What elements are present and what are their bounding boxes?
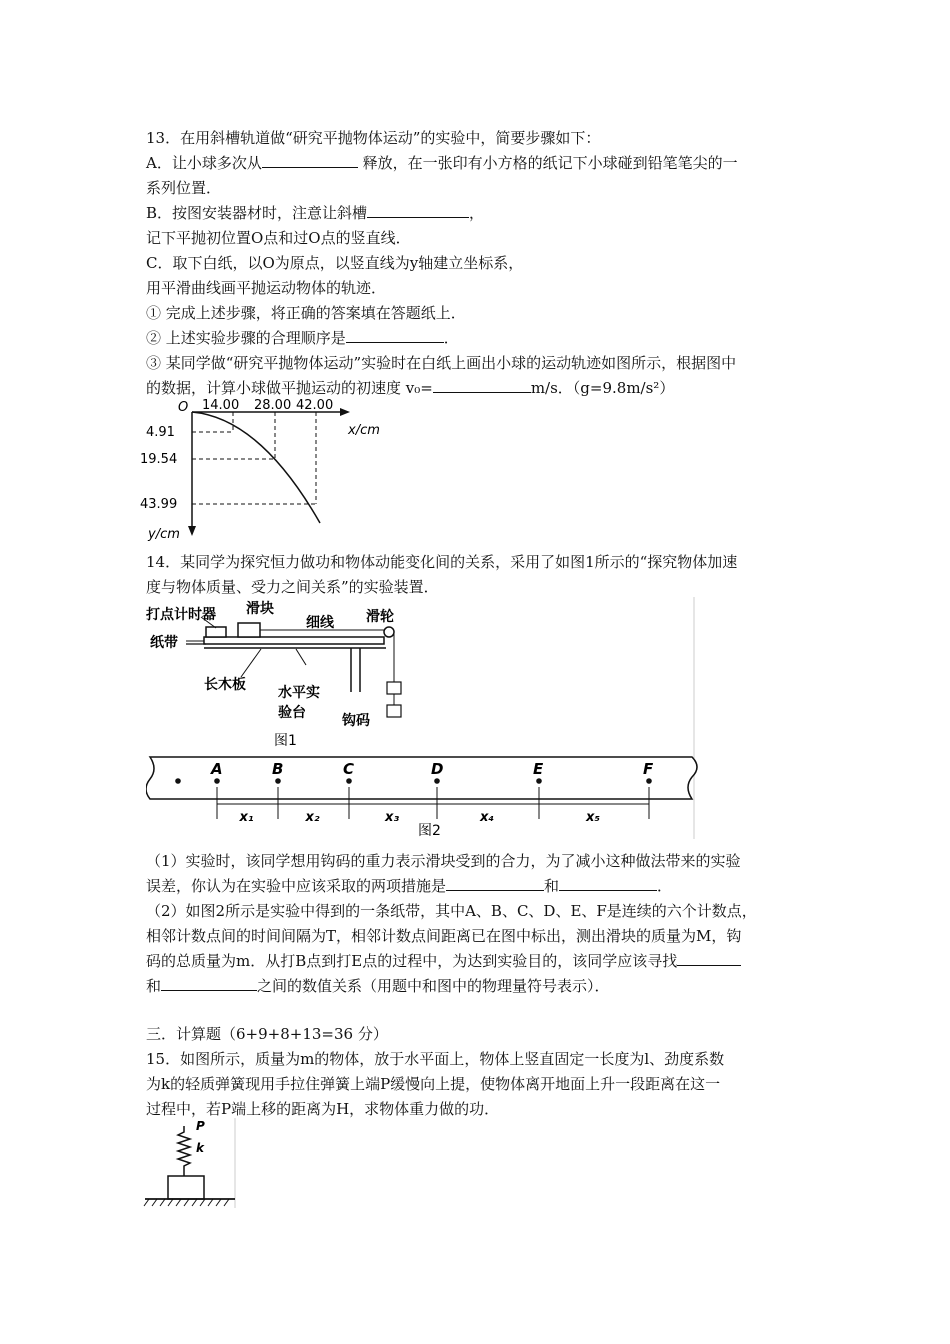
x-axis-label: x/cm xyxy=(348,423,380,438)
q13-blank-v0[interactable] xyxy=(433,378,531,393)
tape-point-label-e: E xyxy=(533,760,544,778)
q13-step-a-post: 释放，在一张印有小方格的纸记下小球碰到铅笔笔尖的一 xyxy=(357,154,738,172)
label-string: 细线 xyxy=(306,615,334,631)
label-tape: 纸带 xyxy=(150,635,178,651)
x-tick-3: 42.00 xyxy=(296,398,334,413)
q14-part2-l3-text: 码的总质量为m．从打B点到打E点的过程中，为达到实验目的，该同学应该寻找 xyxy=(146,952,678,970)
tape-point-a xyxy=(214,778,220,784)
segment-label-2: x₂ xyxy=(305,810,320,825)
y-axis-label: y/cm xyxy=(148,527,180,542)
q13-sub3-cont xyxy=(146,378,674,398)
q14-blank-measure-1[interactable] xyxy=(446,876,544,891)
q14-part2-l4-pre: 和 xyxy=(146,977,162,995)
x-axis-arrow xyxy=(340,408,350,416)
q13-step-c-cont: 用平滑曲线画平抛运动物体的轨迹． xyxy=(146,279,387,297)
tape-point-b xyxy=(275,778,281,784)
q14-stem-2: 度与物体质量、受力之间关系”的实验装置． xyxy=(146,578,439,596)
y-tick-2: 19.54 xyxy=(140,452,178,467)
tape-point-label-a: A xyxy=(211,760,223,778)
segment-label-1: x₁ xyxy=(239,810,254,825)
q13-blank-order[interactable] xyxy=(346,328,444,343)
fig2-caption: 图2 xyxy=(418,823,441,839)
tape-point-e xyxy=(536,778,542,784)
hook-weight-1 xyxy=(387,682,401,694)
q15-line3: 过程中，若P端上移的距离为H，求物体重力做的功． xyxy=(146,1100,500,1118)
label-pulley: 滑轮 xyxy=(366,609,394,625)
q14-part2-line1: （2）如图2所示是实验中得到的一条纸带，其中A、B、C、D、E、F是连续的六个计数点， xyxy=(146,902,757,920)
q13-sub1: ① 完成上述步骤，将正确的答案填在答题纸上． xyxy=(146,304,466,322)
pulley-wheel xyxy=(384,627,394,637)
q13-sub2 xyxy=(146,328,459,348)
q14-part1-line2 xyxy=(146,876,672,896)
segment-label-4: x₄ xyxy=(480,810,495,825)
q14-stem-1: 14．某同学为探究恒力做功和物体动能变化间的关系，采用了如图1所示的“探究物体加速 xyxy=(146,553,738,571)
q14-blank-quantity-2[interactable] xyxy=(161,976,257,991)
ground-hatching xyxy=(144,1199,229,1206)
q14-part2-line4 xyxy=(146,976,610,996)
q13-blank-b[interactable] xyxy=(367,203,469,218)
q15-line1: 15．如图所示，质量为m的物体，放于水平面上，物体上竖直固定一长度为l、劲度系数 xyxy=(146,1050,725,1068)
timer-body xyxy=(206,627,226,637)
q13-step-b-post: ， xyxy=(469,204,485,222)
label-weight: 钩码 xyxy=(342,713,370,729)
q13-step-a-cont: 系列位置． xyxy=(146,179,222,197)
trajectory-graph xyxy=(140,398,390,543)
slider-block xyxy=(238,623,260,637)
segment-label-5: x₅ xyxy=(586,810,601,825)
fig1-caption: 图1 xyxy=(274,733,297,749)
spring xyxy=(178,1126,190,1176)
segment-label-3: x₃ xyxy=(385,810,400,825)
tape-point-c xyxy=(346,778,352,784)
q13-sub3-post: m/s．（g=9.8m/s²） xyxy=(530,379,675,397)
label-table-2: 验台 xyxy=(278,705,306,721)
tape-point-label-b: B xyxy=(272,760,284,778)
q13-sub2-post: ． xyxy=(443,329,459,347)
q14-part2-line2: 相邻计数点间的时间间隔为T，相邻计数点间距离已在图中标出，测出滑块的质量为M，钩 xyxy=(146,927,742,945)
label-k: k xyxy=(196,1141,204,1155)
long-board xyxy=(204,637,384,644)
q13-stem: 13．在用斜槽轨道做“研究平抛物体运动”的实验中，简要步骤如下： xyxy=(146,129,601,147)
q13-sub3: ③ 某同学做“研究平抛物体运动”实验时在白纸上画出小球的运动轨迹如图所示，根据图中 xyxy=(146,354,737,372)
spring-figure xyxy=(143,1118,239,1210)
q15-line2: 为k的轻质弹簧现用手拉住弹簧上端P缓慢向上提，使物体离开地面上升一段距离在这一 xyxy=(146,1075,721,1093)
q14-part1-line1: （1）实验时，该同学想用钩码的重力表示滑块受到的合力，为了减小这种做法带来的实验 xyxy=(146,852,741,870)
label-p: P xyxy=(196,1119,205,1133)
y-tick-3: 43.99 xyxy=(140,497,178,512)
q14-part2-line3 xyxy=(146,951,741,971)
tape-strip xyxy=(146,757,697,799)
tape-dot-start xyxy=(175,778,181,784)
trajectory-curve xyxy=(192,412,320,523)
q13-sub2-pre: ② 上述实验步骤的合理顺序是 xyxy=(146,329,346,347)
q13-step-b-pre: B．按图安装器材时，注意让斜槽 xyxy=(146,204,368,222)
tape-point-f xyxy=(646,778,652,784)
label-board: 长木板 xyxy=(204,677,246,693)
tape-point-label-f: F xyxy=(643,760,654,778)
x-tick-1: 14.00 xyxy=(202,398,240,413)
q13-step-b-cont: 记下平抛初位置O点和过O点的竖直线． xyxy=(146,229,411,247)
label-slider: 滑块 xyxy=(246,601,274,617)
q13-step-b xyxy=(146,203,484,223)
q13-step-c: C．取下白纸，以O为原点，以竖直线为y轴建立坐标系， xyxy=(146,254,524,272)
block-mass xyxy=(168,1176,204,1199)
label-table-1: 水平实 xyxy=(278,685,320,701)
leader-table xyxy=(296,649,306,665)
leader-board xyxy=(241,649,261,677)
x-tick-2: 28.00 xyxy=(254,398,292,413)
tape-point-label-c: C xyxy=(343,760,355,778)
q14-part1-and: 和 xyxy=(544,877,560,895)
y-axis-arrow xyxy=(188,526,196,536)
q13-step-a-pre: A．让小球多次从 xyxy=(146,154,262,172)
q14-blank-quantity-1[interactable] xyxy=(677,951,741,966)
q14-part1-end: ． xyxy=(657,877,673,895)
section-3-title: 三．计算题（6+9+8+13=36 分） xyxy=(146,1025,388,1043)
label-timer: 打点计时器 xyxy=(146,607,216,623)
q14-figure xyxy=(146,597,698,839)
tape-point-label-d: D xyxy=(431,760,444,778)
origin-label: O xyxy=(178,400,189,415)
q14-part1-pre: 误差，你认为在实验中应该采取的两项措施是 xyxy=(146,877,447,895)
q13-sub3-pre: 的数据，计算小球做平抛运动的初速度 v₀= xyxy=(146,379,433,397)
q14-blank-measure-2[interactable] xyxy=(559,876,657,891)
tape-point-d xyxy=(434,778,440,784)
q14-part2-l4-post: 之间的数值关系（用题中和图中的物理量符号表示）． xyxy=(257,977,610,995)
q13-step-a xyxy=(146,153,738,173)
y-tick-1: 4.91 xyxy=(146,425,175,440)
hook-weight-2 xyxy=(387,705,401,717)
q13-blank-a[interactable] xyxy=(262,153,358,168)
